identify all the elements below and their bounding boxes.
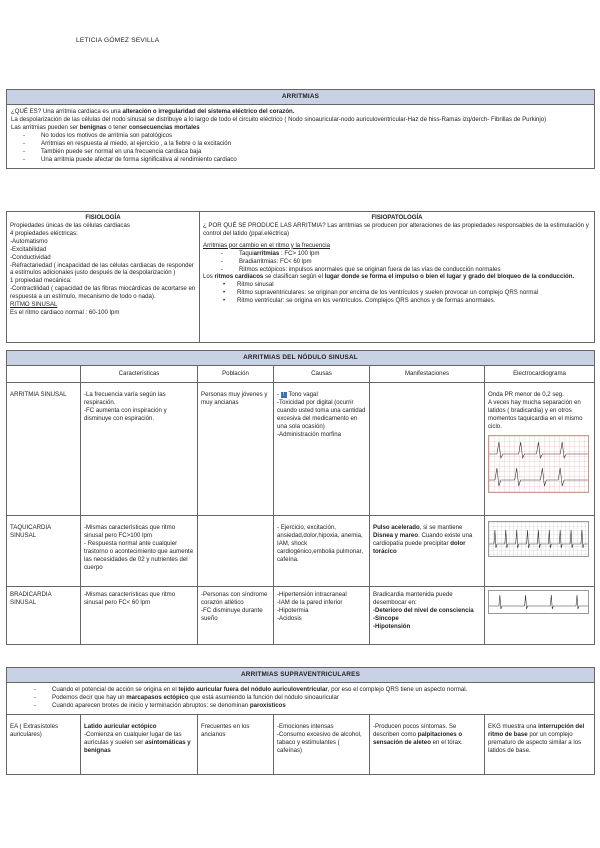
row-name: TAQUICARDIA SINUSAL [7,516,81,587]
ecg-strip-image [488,521,589,557]
list-item: - También puede ser normal en una frecuencia cardiaca baja [41,148,590,156]
fisiologia-line: 1 propiedad mecánica: [10,277,72,285]
ecg-text: Onda PR menor de 0,2 seg. A veces hay mucha separación en latidos ( bradicardia) y en otros momentos taquicardia en el mismo ciclo. [488,391,583,430]
fisiopatologia-intro: ¿ POR QUÉ SE PRODUCE LAS ARRITMIA? Las arritmias se producen por alteraciones de las propiedades responsables de la estimulación y control del latido (ppal.eléctrica) [203,221,589,237]
ectopicos-line [203,273,591,281]
row-manifestaciones [370,383,485,516]
causas-text: -Toxicidad por digital (ocurrir cuando usted toma una cantidad excesiva del medicamento en una sola ocasión) -Administración morfina [277,399,366,438]
author-name: LETICIA GÓMEZ SEVILLA [76,37,160,44]
row-ecg [485,516,595,587]
row-causas: -Hipertensión intracraneal -IAM de la pared inferior -Hipotermia -Acidosis [274,587,370,645]
fisiopatologia-title: FISIOPATOLOGÍA [371,214,423,221]
fisiologia-line: -Excitabilidad [10,245,47,253]
list-item: • Ritmo sinusal [237,281,591,289]
fisiologia-line: -Automatismo [10,237,48,245]
row-poblacion: -Personas con síndrome corazón atlético -FC disminuye durante sueño [198,587,274,645]
row-caracteristicas [81,715,198,775]
row-causas [274,383,370,516]
ea-manif-bold: palpitaciones o sensación de aleteo [373,731,463,746]
ecg-strip-image [488,590,589,614]
row-poblacion [198,516,274,587]
fisiologia-line: -Contractilidad ( capacidad de las fibras miocárdicas de acortarse en respuesta a un estímulo, mecanismo de todo o nada). [10,285,196,301]
ea-bold1: Latido auricular ectópico [84,723,157,731]
header-manifestaciones: Manifestaciones [370,366,485,383]
ritmo-sinusal-text: Es el ritmo cardiaco normal : 60-100 lpm [10,309,120,317]
arritmias-table [6,89,595,169]
list-item [52,694,591,702]
supra-l1-bold: tejido auricular fuera del nódulo auriculoventricular [178,686,328,694]
list-item: • Ritmo ventricular: se origina en los ventrículos. Complejos QRS anchos y de formas anormales. [237,297,591,305]
fisiopatologia-cell [200,212,595,343]
ritmo-sinusal-title: RITMO SINUSAL [10,301,58,309]
supra-list [10,686,591,710]
row-ecg [485,383,595,516]
taqui-bold: arritmias [253,249,280,257]
ectop-pre: Los [203,273,215,281]
supra-l2-bold: marcapasos ectópico [126,694,189,702]
arritmias-list [11,132,590,164]
list-item: • Ritmo supraventriculares: se originan por encima de los ventrículos y suelen provocar un complejo QRS normal [237,289,591,297]
supra-l3-pre: Cuando aparecen brotes de inicio y terminación abruptos: se denominan [52,702,250,710]
list-item: - Una arritmia puede afectar de forma significativa al rendimiento cardiaco [41,156,590,164]
supra-l2-post: que está asumiendo la función del nódulo sinoauricular [188,694,339,702]
taqui-pre: Taqui [239,249,254,257]
ea-manif-text2: en el tórax. [430,738,463,746]
fisiologia-line: 4 propiedades eléctricas: [10,229,78,237]
list-item: - Bradiarritmias: FC< 60 lpm [239,258,591,266]
ectop-bold1: ritmos cardíacos [214,273,264,281]
row-manifestaciones [370,715,485,775]
supra-l1-post: , por eso el complejo QRS tiene un aspecto normal. [327,686,468,694]
supra-intro [7,683,595,715]
fisiologia-title: FISIOLOGÍA [85,214,121,221]
supra-l1-pre: Cuando el potencial de acción se origina en el [52,686,179,694]
ea-manif-text1: -Producen pocos síntomas. Se describen como [373,723,457,739]
list-item [239,250,591,258]
row-manifestaciones [370,587,485,645]
info-icon: ! [281,392,287,398]
manif-bold: -Deterioro del nivel de consciencia -Síncope -Hipotensión [373,607,474,630]
row-name: ARRITMIA SINUSAL [7,383,81,516]
row-ecg [485,715,595,775]
manif-text: Bradicardia mantenida puede desembocar en: [373,591,453,607]
ecg-strip-image [488,435,589,493]
ea-bold2: asintomáticas y benignas [84,738,191,754]
supra-l3-bold: paroxísticos [249,702,286,710]
table-row [7,516,595,587]
header-caracteristicas: Características [81,366,198,383]
nodulo-table [6,350,595,645]
list-item: - No todos los motivos de arritmia son patológicos [41,132,590,140]
table-row [7,715,595,775]
fisiologia-line: -Refractariedad ( incapacidad de las células cardiacas de responder a estímulos adicionales justo después de la despolarización ) [10,261,194,277]
list-item: - Arritmias en respuesta al miedo, al ejercicio , a la fiebre o la excitación [41,140,590,148]
row-caracteristicas: -Mismas características que ritmo sinusal pero FC< 60 lpm [81,587,198,645]
pueden-mortales: consecuencias mortales [128,124,200,132]
vagal-text: Tono vagal [288,391,318,399]
vagal-line: - ! Tono vagal [277,391,318,399]
header-electrocardiograma: Electrocardiograma [485,366,595,383]
pueden-pre: Las arritmias pueden ser [11,124,80,132]
row-causas: - Ejercicio, excitación, ansiedad,dolor,hipoxia, anemia, IAM, shock cardiogénico,embolia pulmonar, cafeína. [274,516,370,587]
header-poblacion: Población [198,366,274,383]
row-caracteristicas: -Mismas características que ritmo sinusal pero FC>100 lpm - Respuesta normal ante cualquier trastorno o acontecimiento que aumente las necesidades de 02 y nutrientes del cuerpo [81,516,198,587]
row-caracteristicas: -La frecuencia varía según las respiración. -FC aumenta con inspiración y disminuye con espiración. [81,383,198,516]
row-causas: -Emociones intensas -Consumo excesivo de alcohol, tabaco y estimulantes ( cafeínas) [274,715,370,775]
fisio-table [6,211,595,343]
table-row [7,587,595,645]
fisiologia-line: -Conductividad [10,253,51,261]
row-manifestaciones [370,516,485,587]
ea-ecg-bold: interrupción del ritmo de base [488,723,585,739]
nodulo-title: ARRITMIAS DEL NÓDULO SINUSAL [7,351,595,366]
depolarizacion-text: La despolarización de las células del nodo sinusal se distribuye a lo largo de todo el circuito eléctrico ( Nodo sinoauricular-nodo auriculoventricular-Haz de hiss-Ramas izq/derch- Fibrillas de Purkinjo) [11,116,547,124]
header-causas: Causas [274,366,370,383]
pueden-line [11,124,590,132]
ea-text1: -Comienza en cualquier lugar de las aurículas y suelen ser [84,731,182,746]
row-name: EA ( Extrasístoles auriculares) [7,715,81,775]
manif-text2: . Cuando existe una cardiopatía puede precipitar [373,532,473,548]
arritmias-body [7,105,595,168]
fisiologia-cell [7,212,200,343]
row-name: BRADICARDIA SINUSAL [7,587,81,645]
manif-bold3: dolor torácico [373,540,466,556]
ea-ecg-text2: por un complejo prematuro de aspecto similar a los latidos de base. [488,731,582,754]
table-row [7,383,595,516]
que-es-line [11,108,590,116]
arritmias-title: ARRITMIAS [7,90,595,105]
list-item [52,686,591,694]
row-ecg [485,587,595,645]
fisiopatologia-dash-list [203,250,591,274]
list-item: - Ritmos ectópicos: impulsos anormales que se originan fuera de las vías de conducción normales [239,266,591,274]
header-empty [7,366,81,383]
fisiopatologia-sub: Arritmias por cambio en el ritmo y la frecuencia [203,241,330,249]
row-poblacion: Personas muy jóvenes y muy ancianas [198,383,274,516]
supra-l2-pre: Podemos decir que hay un [52,694,127,702]
manif-bold2: Disnea y mareo [373,532,419,540]
supra-title: ARRITMIAS SUPRAVENTRICULARES [7,668,595,683]
fisiopatologia-bullet-list [203,281,591,305]
supra-table [6,667,595,775]
manif-text1: , si se mantiene [419,524,463,532]
manif-bold1: Pulso acelerado [373,524,420,532]
ectop-mid: se clasifican según el [263,273,325,281]
ectop-bold2: lugar donde se forma el impulso o bien el lugar y grado del bloqueo de la conducción. [324,273,575,281]
que-es-bold: alteración o irregularidad del sistema eléctrico del corazón. [122,108,295,116]
pueden-mid: o tener [106,124,129,132]
ea-ecg-text1: EKG muestra una [488,723,539,731]
que-es-text: ¿QUÉ ES? Una arritmia cardiaca es una [11,108,123,116]
taqui-post: : FC> 100 lpm [279,249,320,257]
fisiologia-line: Propiedades únicas de las células cardiacas [10,221,130,229]
pueden-benignas: benignas [79,124,107,132]
row-poblacion: Frecuentes en los ancianos [198,715,274,775]
list-item [52,702,591,710]
